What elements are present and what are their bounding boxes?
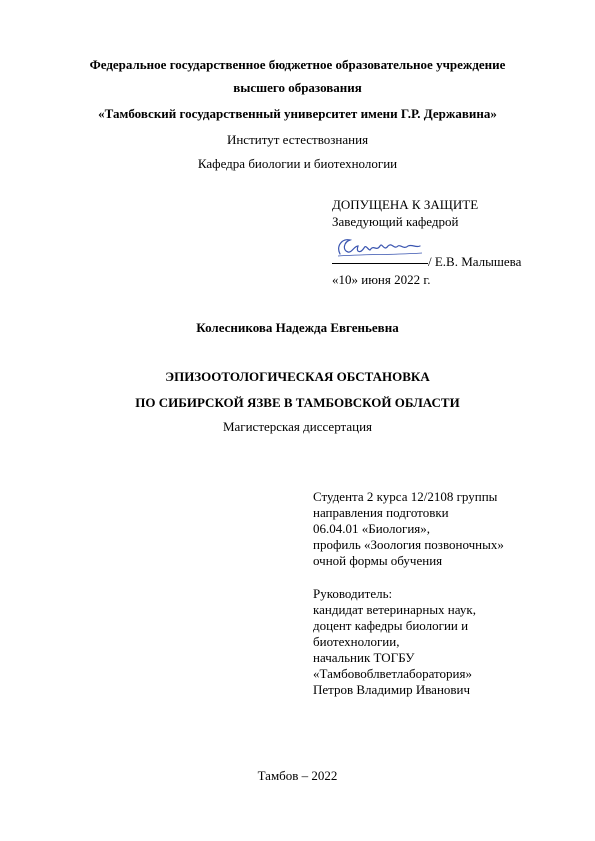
thesis-type: Магистерская диссертация xyxy=(222,419,373,434)
student-line: профиль «Зоология позвоночных» xyxy=(313,537,504,552)
student-line: очной формы обучения xyxy=(313,553,443,568)
author-name: Колесникова Надежда Евгеньевна xyxy=(196,320,399,335)
university-header-line-3: «Тамбовский государственный университет имени Г.Р. Державина» xyxy=(98,106,497,121)
handwritten-signature xyxy=(334,234,424,260)
approval-role: Заведующий кафедрой xyxy=(332,214,459,229)
signature-line xyxy=(332,263,428,264)
supervisor-line: доцент кафедры биологии и xyxy=(313,618,469,633)
city-year: Тамбов – 2022 xyxy=(257,768,338,783)
university-header-line-2: высшего образования xyxy=(233,80,362,95)
supervisor-line: «Тамбовоблветлаборатория» xyxy=(313,666,472,681)
supervisor-line: кандидат ветеринарных наук, xyxy=(313,602,476,617)
student-line: направления подготовки xyxy=(313,505,449,520)
approval-date: «10» июня 2022 г. xyxy=(332,272,431,287)
supervisor-line: Петров Владимир Иванович xyxy=(313,682,471,697)
approval-name: / Е.В. Малышева xyxy=(428,254,522,269)
institute-name: Институт естествознания xyxy=(226,132,369,147)
approval-title: ДОПУЩЕНА К ЗАЩИТЕ xyxy=(332,197,479,212)
student-line: 06.04.01 «Биология», xyxy=(313,521,431,536)
thesis-title-line-2: ПО СИБИРСКОЙ ЯЗВЕ В ТАМБОВСКОЙ ОБЛАСТИ xyxy=(135,395,460,410)
student-line: Студента 2 курса 12/2108 группы xyxy=(313,489,498,504)
supervisor-line: биотехнологии, xyxy=(313,634,400,649)
thesis-title-line-1: ЭПИЗООТОЛОГИЧЕСКАЯ ОБСТАНОВКА xyxy=(165,369,430,384)
supervisor-line: начальник ТОГБУ xyxy=(313,650,415,665)
university-header-line-1: Федеральное государственное бюджетное образовательное учреждение xyxy=(89,57,506,72)
supervisor-line: Руководитель: xyxy=(313,586,393,601)
department-name: Кафедра биологии и биотехнологии xyxy=(197,156,398,171)
